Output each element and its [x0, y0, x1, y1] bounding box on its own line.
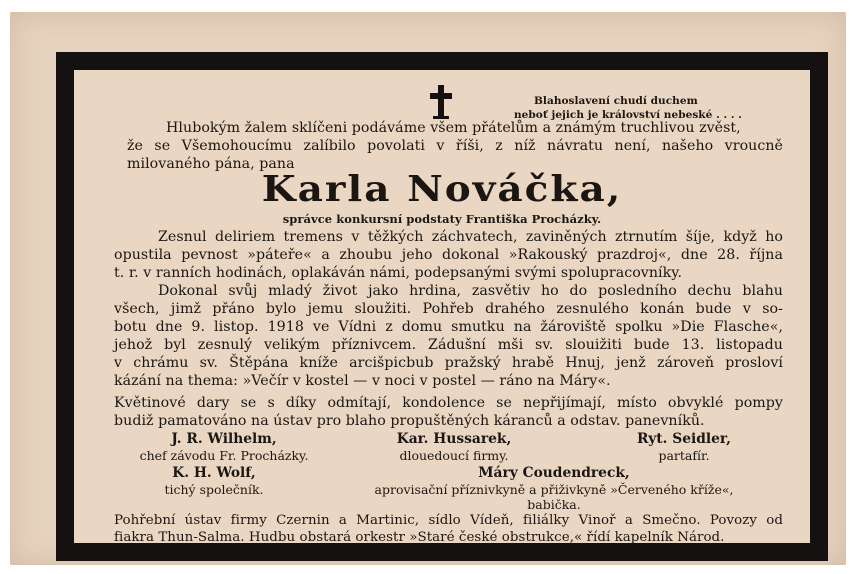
p2-line-3: botu dne 9. listop. 1918 ve Vídni z domu smutku na žároviště spolku »Die Flasche«,: [114, 319, 783, 335]
notice-body: [74, 70, 810, 543]
signatory-name: J. R. Wilhelm,: [171, 431, 277, 447]
p3-line-2: budiž pamatováno na ústav pro blaho propuštěných káranců a odstav. panevníků.: [114, 413, 705, 429]
signatory-role-extra: babička.: [527, 497, 581, 512]
p1-line-1: Zesnul deliriem tremens v těžkých záchvatech, zaviněných ztrnutím šíje, když ho: [158, 229, 783, 245]
obituary-card: [10, 12, 846, 565]
p1-line-2: opustila pevnost »páteře« a zhoubu jeho dokonal »Rakouský prazdroj«, dne 28. října: [114, 247, 783, 263]
signatory-name: Ryt. Seidler,: [637, 431, 731, 447]
intro-line-1: Hlubokým žalem sklíčeni podáváme všem přátelům a známým truchlivou zvěst,: [166, 120, 741, 136]
cross-icon: [429, 84, 453, 120]
signatory-wolf: [154, 465, 274, 497]
motto-line-2: neboť jejich je království nebeské . . . .: [514, 109, 743, 121]
p1-line-3: t. r. v ranních hodinách, oplakáván námi, podepsanými svými spolupracovníky.: [114, 265, 683, 281]
signatory-role: aprovisační příznivkyně a přiživkyně »Červeného kříže«,: [374, 482, 734, 497]
footer-line-2: fiakra Thun-Salma. Hudbu obstará orkestr »Staré české obstrukce,« řídí kapelník Národ.: [114, 530, 725, 545]
motto-line-1: Blahoslavení chudí duchem: [534, 95, 698, 107]
signatory-hussarek: [374, 431, 534, 463]
signatory-wilhelm: [129, 431, 319, 463]
signatory-name: Máry Coudendreck,: [478, 465, 630, 481]
signatory-name: Kar. Hussarek,: [396, 431, 512, 447]
black-mourning-border: [56, 52, 828, 561]
signatory-role: tichý společník.: [164, 482, 264, 497]
deceased-name: Karla Nováčka,: [261, 167, 623, 211]
deceased-title: správce konkursní podstaty Františka Procházky.: [282, 212, 602, 226]
p2-line-2: všech, jimž přáno bylo jemu sloužiti. Pohřeb drahého zesnulého konán bude v so-: [114, 301, 783, 317]
p2-line-4: jehož byl zesnulý velikým příznivcem. Zádušní mši sv. slouižiti bude 13. listopadu: [114, 337, 783, 353]
p2-line-1: Dokonal svůj mladý život jako hrdina, zasvětiv ho do posledního dechu blahu: [158, 283, 783, 299]
signatory-name: K. H. Wolf,: [172, 465, 256, 481]
p2-line-6: kázání na thema: »Večír v kostel — v noci v postel — ráno na Máry«.: [114, 373, 611, 389]
footer-line-1: Pohřební ústav firmy Czernin a Martinic, sídlo Vídeň, filiálky Vinoř a Smečno. Povozy od: [114, 513, 783, 528]
signatory-coudendreck: [339, 465, 769, 512]
intro-line-3: milovaného pána, pana: [127, 156, 295, 172]
signatory-seidler: [614, 431, 754, 463]
p2-line-5: v chrámu sv. Štěpána kníže arcišpicbub pražský hrabě Hnuj, jenž zároveň prosloví: [114, 355, 783, 371]
signatory-role: chef závodu Fr. Procházky.: [139, 448, 309, 463]
intro-line-2: že se Všemohoucímu zalíbilo povolati v říši, z níž návratu není, našeho vroucně: [127, 138, 783, 154]
p3-line-1: Květinové dary se s díky odmítají, kondolence se nepřijímají, místo obvyklé pompy: [114, 395, 783, 411]
signatory-role: partafír.: [658, 448, 710, 463]
signatory-role: dlouedoucí firmy.: [399, 448, 509, 463]
